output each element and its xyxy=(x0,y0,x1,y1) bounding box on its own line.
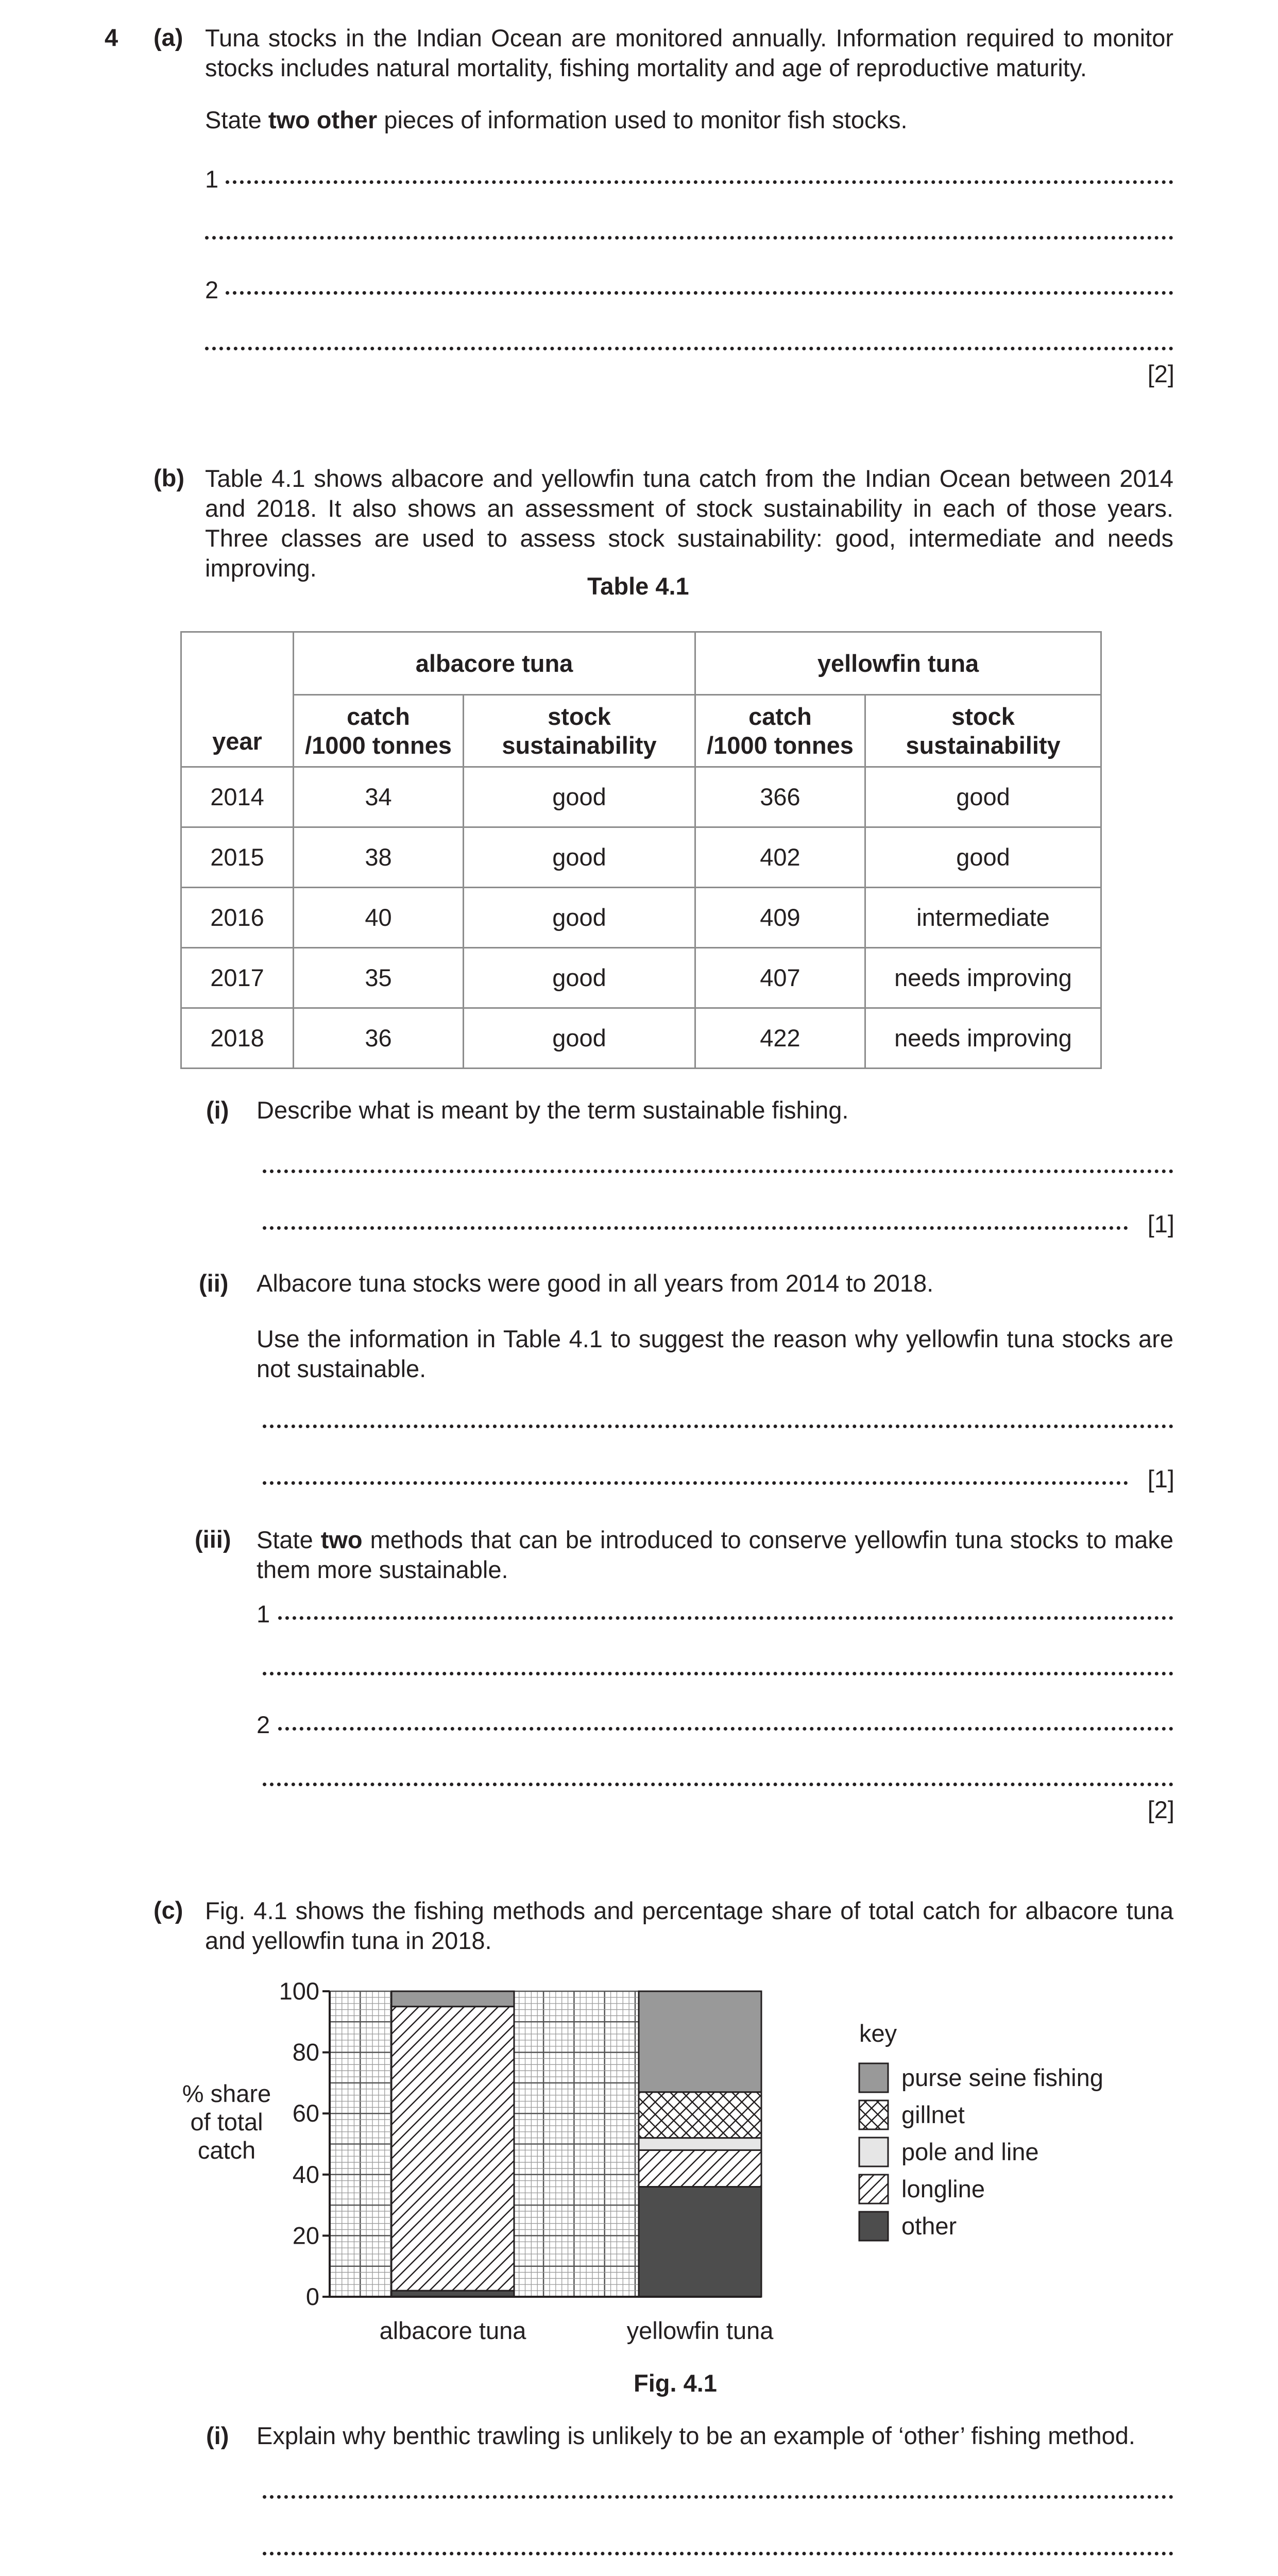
y-tick-label: 60 xyxy=(292,2099,319,2127)
part-b-i-text: Describe what is meant by the term sustainable fishing. xyxy=(257,1096,849,1124)
bar-segment xyxy=(639,2150,761,2187)
y-axis-label: of total xyxy=(190,2108,263,2136)
bar-segment xyxy=(639,2092,761,2138)
y-tick-label: 100 xyxy=(279,1977,319,2005)
table-cell: 40 xyxy=(294,888,464,948)
table-cell: good xyxy=(865,827,1101,888)
answer-line[interactable] xyxy=(263,2552,1173,2555)
albacore-stock-header: stock sustainability xyxy=(464,695,695,767)
table-cell: 2015 xyxy=(181,827,294,888)
part-b-ii-text2: Use the information in Table 4.1 to suggest the reason why yellowfin tuna stocks are not sustainable. xyxy=(257,1325,1173,1382)
answer-line[interactable] xyxy=(263,2495,1173,2499)
table-cell: needs improving xyxy=(865,948,1101,1008)
y-tick-label: 80 xyxy=(292,2038,319,2066)
part-b-ii-label: (ii) xyxy=(199,1269,229,1297)
bar-segment xyxy=(391,2007,514,2291)
table-cell: 35 xyxy=(294,948,464,1008)
part-b-ii-text1: Albacore tuna stocks were good in all years from 2014 to 2018. xyxy=(257,1269,934,1297)
part-c-label: (c) xyxy=(154,1896,183,1924)
table-cell: 36 xyxy=(294,1008,464,1069)
yellowfin-stock-header: stock sustainability xyxy=(865,695,1101,767)
bar-segment xyxy=(639,1991,761,2092)
legend-swatch xyxy=(859,2138,888,2166)
table-cell: 402 xyxy=(695,827,865,888)
legend-swatch xyxy=(859,2063,888,2092)
x-tick-label: albacore tuna xyxy=(379,2317,526,2344)
chart-legend xyxy=(859,2020,1103,2241)
table-cell: 407 xyxy=(695,948,865,1008)
figure-caption: Fig. 4.1 xyxy=(634,2369,717,2397)
answer-number-1: 1 xyxy=(257,1600,270,1628)
part-b-label: (b) xyxy=(154,464,185,492)
legend-label: pole and line xyxy=(901,2138,1039,2165)
table-cell: needs improving xyxy=(865,1008,1101,1069)
legend-swatch xyxy=(859,2175,888,2204)
mark-allocation: [1] xyxy=(1147,1465,1174,1493)
y-tick-label: 40 xyxy=(292,2160,319,2188)
part-b-text: Table 4.1 shows albacore and yellowfin tuna catch from the Indian Ocean between 2014 and 2018. It also shows an assessment of stock sustainability in each of those years. Three classes are used to assess stock sustainability: good, intermediate and needs improving. xyxy=(205,465,1173,582)
yellowfin-catch-header: catch /1000 tonnes xyxy=(695,695,865,767)
legend-label: purse seine fishing xyxy=(901,2064,1103,2091)
part-c-i-label: (i) xyxy=(206,2422,229,2449)
question-number: 4 xyxy=(105,24,118,51)
legend-label: gillnet xyxy=(901,2101,965,2128)
table-cell: good xyxy=(464,1008,695,1069)
legend-label: other xyxy=(901,2212,957,2240)
table-cell: good xyxy=(464,767,695,827)
part-b-iii-label: (iii) xyxy=(195,1526,231,1553)
x-tick-label: yellowfin tuna xyxy=(626,2317,774,2344)
bar-segment xyxy=(639,2138,761,2150)
part-c-i-text: Explain why benthic trawling is unlikely to be an example of ‘other’ fishing method. xyxy=(257,2422,1135,2449)
table-cell: 38 xyxy=(294,827,464,888)
legend-swatch xyxy=(859,2100,888,2129)
mark-allocation: [2] xyxy=(1147,1796,1174,1823)
table-cell: good xyxy=(464,827,695,888)
y-tick-label: 0 xyxy=(305,2283,319,2310)
table-cell: 2018 xyxy=(181,1008,294,1069)
table-cell: 2016 xyxy=(181,888,294,948)
table-cell: 366 xyxy=(695,767,865,827)
part-c-text: Fig. 4.1 shows the fishing methods and percentage share of total catch for albacore tuna and yellowfin tuna in 2018. xyxy=(205,1897,1173,1954)
table-cell: 2014 xyxy=(181,767,294,827)
table-cell: intermediate xyxy=(865,888,1101,948)
part-a-label: (a) xyxy=(154,24,183,51)
yellowfin-header: yellowfin tuna xyxy=(695,632,1101,695)
table-cell: 34 xyxy=(294,767,464,827)
albacore-header: albacore tuna xyxy=(294,632,695,695)
y-tick-label: 20 xyxy=(292,2222,319,2249)
bar-segment xyxy=(391,1991,514,2007)
answer-number-2: 2 xyxy=(205,276,219,303)
part-a-text: Tuna stocks in the Indian Ocean are monitored annually. Information required to monitor stocks includes natural mortality, fishing mortality and age of reproductive maturity. xyxy=(205,24,1173,81)
albacore-catch-header: catch /1000 tonnes xyxy=(294,695,464,767)
table-cell: 422 xyxy=(695,1008,865,1069)
mark-allocation: [1] xyxy=(1147,1210,1174,1238)
table-title: Table 4.1 xyxy=(587,572,689,600)
table-cell: good xyxy=(865,767,1101,827)
part-a-instruction: State two other pieces of information used to monitor fish stocks. xyxy=(205,106,908,133)
answer-number-2: 2 xyxy=(257,1711,270,1738)
part-b-iii-text: State two methods that can be introduced to conserve yellowfin tuna stocks to make them more sustainable. xyxy=(257,1526,1173,1583)
bar-segment xyxy=(639,2187,761,2297)
table-cell: 2017 xyxy=(181,948,294,1008)
answer-number-1: 1 xyxy=(205,165,219,193)
table-cell: 409 xyxy=(695,888,865,948)
mark-allocation: [2] xyxy=(1147,360,1174,387)
year-header: year xyxy=(181,632,294,767)
legend-title: key xyxy=(859,2020,897,2047)
table-cell: good xyxy=(464,888,695,948)
y-axis-label: catch xyxy=(197,2137,256,2164)
legend-label: longline xyxy=(901,2175,985,2202)
part-b-i-label: (i) xyxy=(206,1096,229,1124)
legend-swatch xyxy=(859,2212,888,2241)
y-axis-label: % share xyxy=(182,2080,271,2107)
table-cell: good xyxy=(464,948,695,1008)
